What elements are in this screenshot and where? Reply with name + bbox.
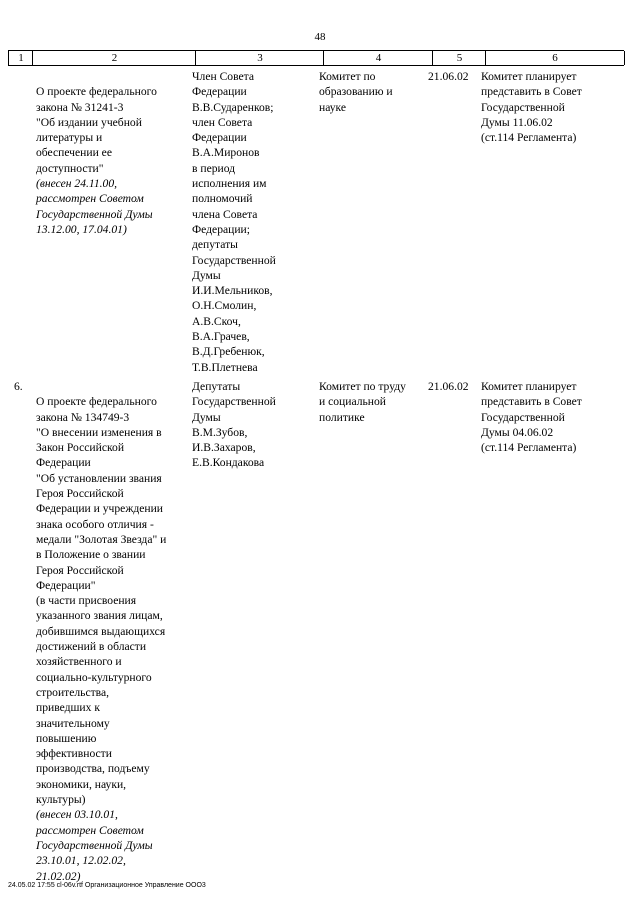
bill-authors: Депутаты Государственной Думы В.М.Зубов, И.В.Захаров, Е.В.Кондакова [192, 380, 276, 470]
column-header-3: 3 [195, 51, 324, 65]
bill-authors: Член Совета Федерации В.В.Судаpенков; член Совета Федерации В.А.Миронов в период исполнения им полномочий члена Совета Федерации; депутаты Государственной Думы И.И.Мельников, О.Н.Смолин, А.В.Скоч, В.А.Грачев, В.Д.Гребенюк, Т.В.Плетнева [192, 70, 276, 374]
responsible-committee: Комитет по образованию и науке [319, 70, 393, 114]
responsible-committee: Комитет по труду и социальной политике [319, 380, 406, 424]
review-date: 21.06.02 [428, 380, 469, 393]
bill-title: О проекте федерального закона № 134749-3 "О внесении изменения в Закон Российской Федерации "Об установлении звания Героя Российской Федерации и учреждении знака особого отличия - медали "Золотая Звезда" и в Положение о звании Героя Российской Федерации" (в части присвоения указанного звания лицам, добившимся выдающихся достижений в области хозяйственного и социально-культурного строительства, приведших к значительному повышению эффективности производства, подъему экономики, науки, культуры) [36, 395, 167, 807]
column-header-6: 6 [485, 51, 625, 65]
bill-status: (внесен 03.10.01, рассмотрен Советом Государственной Думы 23.10.01, 12.02.02, 21.02.02) [36, 808, 153, 883]
column-header-5: 5 [432, 51, 486, 65]
row-title-cell [36, 69, 188, 253]
column-header-4: 4 [323, 51, 433, 65]
column-header-2: 2 [32, 51, 196, 65]
document-footer: 24.05.02 17:55 cl-06v.rtf Организационное Управление ООО3 [8, 882, 206, 889]
table-header [8, 50, 624, 66]
review-date: 21.06.02 [428, 70, 469, 83]
row-title-cell [36, 379, 188, 899]
page-number: 48 [314, 31, 326, 43]
committee-decision: Комитет планирует представить в Совет Государственной Думы 04.06.02 (ст.114 Регламента) [481, 380, 582, 455]
committee-decision: Комитет планирует представить в Совет Государственной Думы 11.06.02 (ст.114 Регламента) [481, 70, 582, 145]
column-header-1: 1 [8, 51, 33, 65]
bill-title: О проекте федерального закона № 31241-3 "Об издании учебной литературы и обеспечении ее доступности" [36, 85, 157, 175]
row-number: 6. [14, 380, 23, 393]
bill-status: (внесен 24.11.00, рассмотрен Советом Государственной Думы 13.12.00, 17.04.01) [36, 177, 153, 236]
